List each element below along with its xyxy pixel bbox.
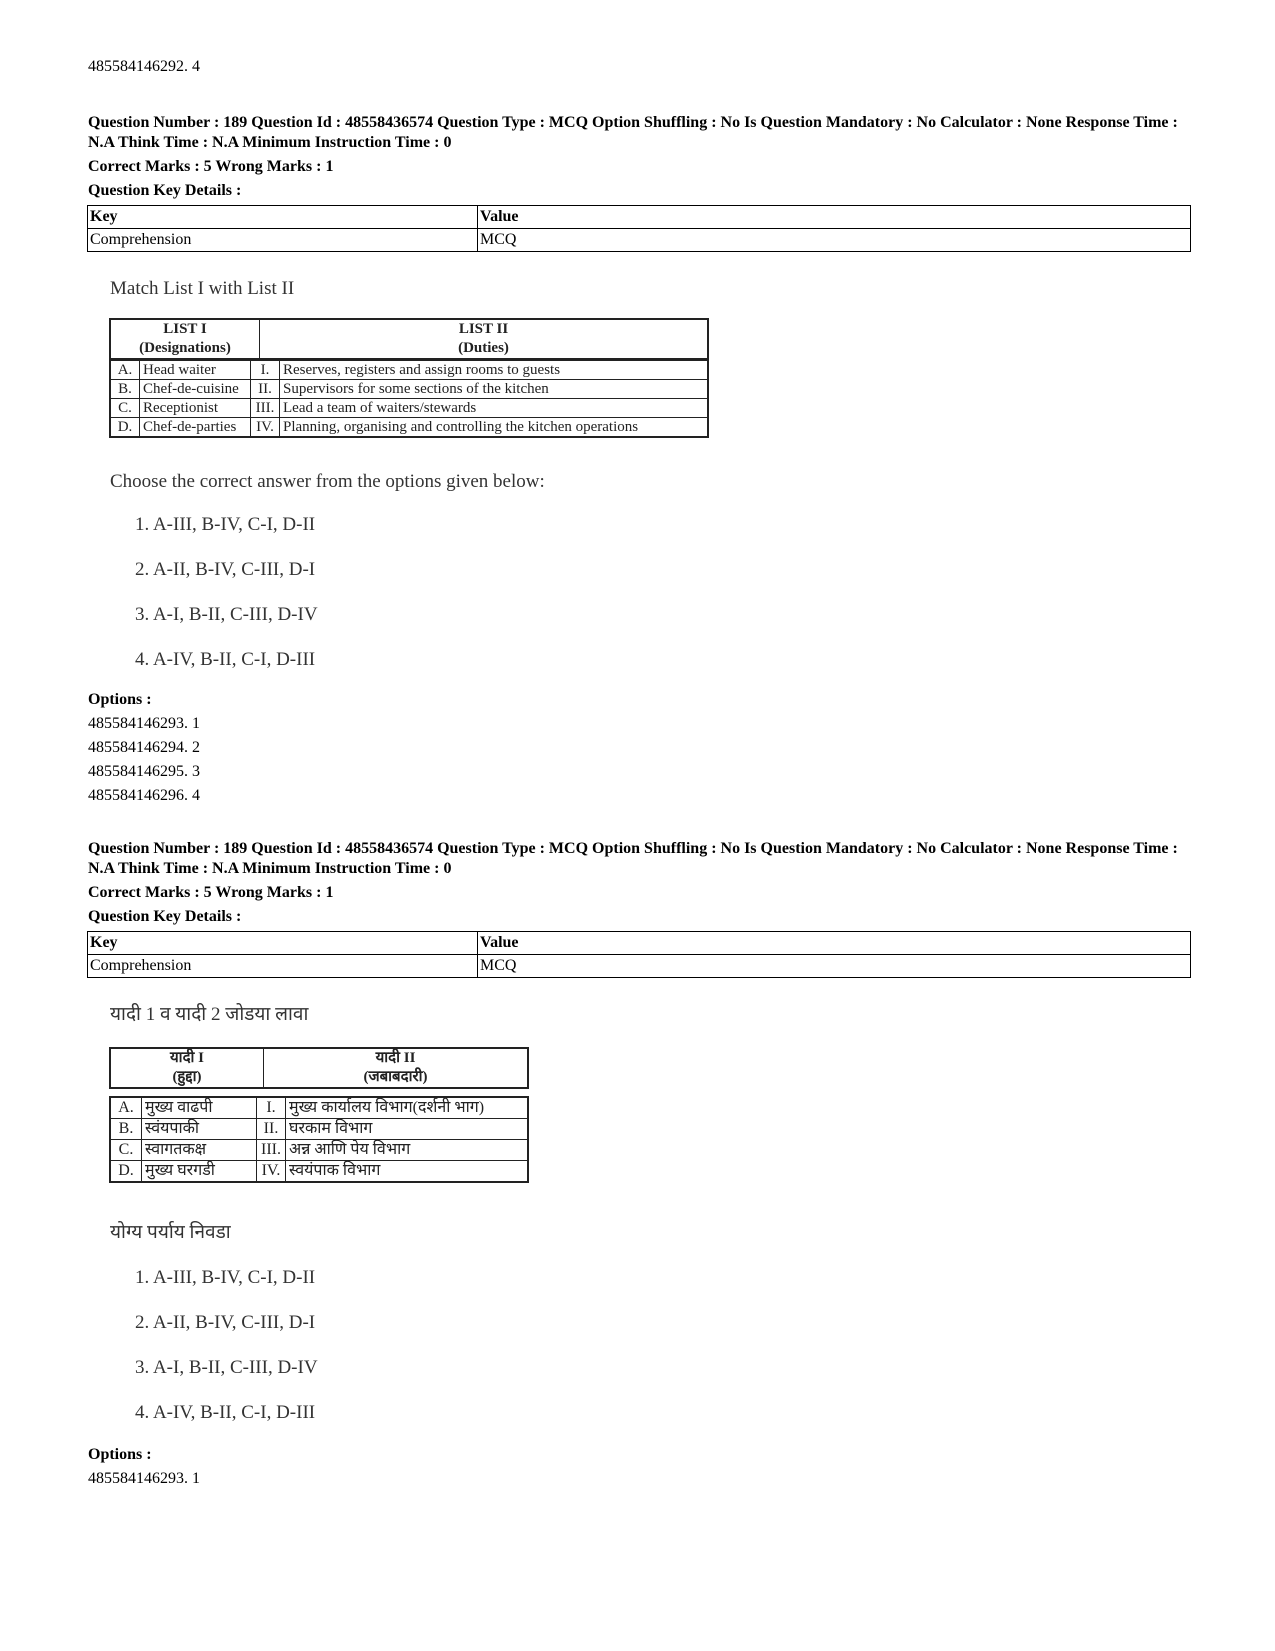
row-list1: Head waiter [140,360,251,380]
table-row [110,380,708,399]
row-letter: D. [110,1161,142,1183]
choice-item: 2. A-II, B-IV, C-III, D-I [135,559,316,580]
table-row [110,1161,528,1183]
table-row [110,360,708,380]
key-details-table [87,205,1191,252]
table-row [110,399,708,418]
row-letter: C. [110,1140,142,1161]
row-list2: अन्न आणि पेय विभाग [286,1140,529,1161]
row-list1: Receptionist [140,399,251,418]
marks-line: Correct Marks : 5 Wrong Marks : 1 [88,884,334,901]
choice-item: 2. A-II, B-IV, C-III, D-I [135,1312,316,1333]
option-line: 485584146294. 2 [88,739,200,756]
row-list1: मुख्य वाढपी [142,1097,257,1119]
row-list2: स्वयंपाक विभाग [286,1161,529,1183]
row-list1: स्वंयपाकी [142,1119,257,1140]
row-list1: Chef-de-parties [140,418,251,438]
list2-header-title: LIST II [458,321,509,337]
choice-item: 1. A-III, B-IV, C-I, D-II [135,514,316,535]
value-cell: MCQ [478,229,1191,252]
list1-header [110,1048,264,1088]
question-header: Question Number : 189 Question Id : 48558436574 Question Type : MCQ Option Shuffling : No Is Question Mandatory : No Calculator : None Response Time : N.A Think Time : N.A Minimum Instruction Time : 0 [88,114,1178,151]
choice-item: 3. A-I, B-II, C-III, D-IV [135,604,318,625]
value-header: Value [478,206,1191,229]
key-header: Key [88,932,478,955]
list2-header-title: यादी II [375,1050,416,1066]
options-label: Options : [88,691,152,708]
row-list1: मुख्य घरगडी [142,1161,257,1183]
list1-header-sub: (हुद्दा) [172,1069,202,1085]
list2-header-sub: (Duties) [458,340,509,356]
question-header: Question Number : 189 Question Id : 48558436574 Question Type : MCQ Option Shuffling : No Is Question Mandatory : No Calculator : None Response Time : N.A Think Time : N.A Minimum Instruction Time : 0 [88,840,1178,877]
row-numeral: III. [257,1140,286,1161]
row-list2: Lead a team of waiters/stewards [280,399,709,418]
question-instruction: Match List I with List II [110,278,295,299]
option-id-line: 485584146292. 4 [88,58,200,75]
row-list2: घरकाम विभाग [286,1119,529,1140]
options-label: Options : [88,1446,152,1463]
row-numeral: I. [251,360,280,380]
row-letter: A. [110,1097,142,1119]
row-numeral: II. [251,380,280,399]
row-letter: A. [110,360,140,380]
row-list2: मुख्य कार्यालय विभाग(दर्शनी भाग) [286,1097,529,1119]
option-line: 485584146295. 3 [88,763,200,780]
row-list1: स्वागतकक्ष [142,1140,257,1161]
key-details-label: Question Key Details : [88,182,242,199]
row-numeral: III. [251,399,280,418]
marks-line: Correct Marks : 5 Wrong Marks : 1 [88,158,334,175]
choice-item: 1. A-III, B-IV, C-I, D-II [135,1267,316,1288]
key-cell: Comprehension [88,955,478,978]
key-header: Key [88,206,478,229]
table-row [110,1119,528,1140]
choice-item: 4. A-IV, B-II, C-I, D-III [135,649,316,670]
list1-header-title: LIST I [163,321,207,337]
choice-item: 3. A-I, B-II, C-III, D-IV [135,1357,318,1378]
list1-header-sub: (Designations) [139,340,231,356]
question-instruction: यादी 1 व यादी 2 जोडया लावा [110,1004,309,1025]
table-row [110,418,708,438]
table-row [110,1097,528,1119]
row-list1: Chef-de-cuisine [140,380,251,399]
list2-header-sub: (जबाबदारी) [363,1069,428,1085]
row-list2: Supervisors for some sections of the kitchen [280,380,709,399]
value-cell: MCQ [478,955,1191,978]
row-numeral: IV. [251,418,280,438]
key-details-label: Question Key Details : [88,908,242,925]
key-cell: Comprehension [88,229,478,252]
row-letter: D. [110,418,140,438]
list1-header [110,319,260,359]
match-list-rows [109,1096,529,1183]
match-list-table [109,318,709,360]
row-numeral: II. [257,1119,286,1140]
row-letter: B. [110,380,140,399]
row-numeral: I. [257,1097,286,1119]
choice-item: 4. A-IV, B-II, C-I, D-III [135,1402,316,1423]
option-line: 485584146293. 1 [88,715,200,732]
list2-header [264,1048,529,1088]
choose-instruction: योग्य पर्याय निवडा [110,1222,231,1243]
choose-instruction: Choose the correct answer from the options given below: [110,471,545,492]
key-details-table [87,931,1191,978]
row-list2: Planning, organising and controlling the kitchen operations [280,418,709,438]
row-letter: B. [110,1119,142,1140]
match-list-rows [109,359,709,438]
option-line: 485584146296. 4 [88,787,200,804]
value-header: Value [478,932,1191,955]
table-row [110,1140,528,1161]
list1-header-title: यादी I [169,1050,205,1066]
row-list2: Reserves, registers and assign rooms to guests [280,360,709,380]
option-line: 485584146293. 1 [88,1470,200,1487]
match-list-table [109,1047,529,1089]
row-letter: C. [110,399,140,418]
list2-header [260,319,709,359]
row-numeral: IV. [257,1161,286,1183]
